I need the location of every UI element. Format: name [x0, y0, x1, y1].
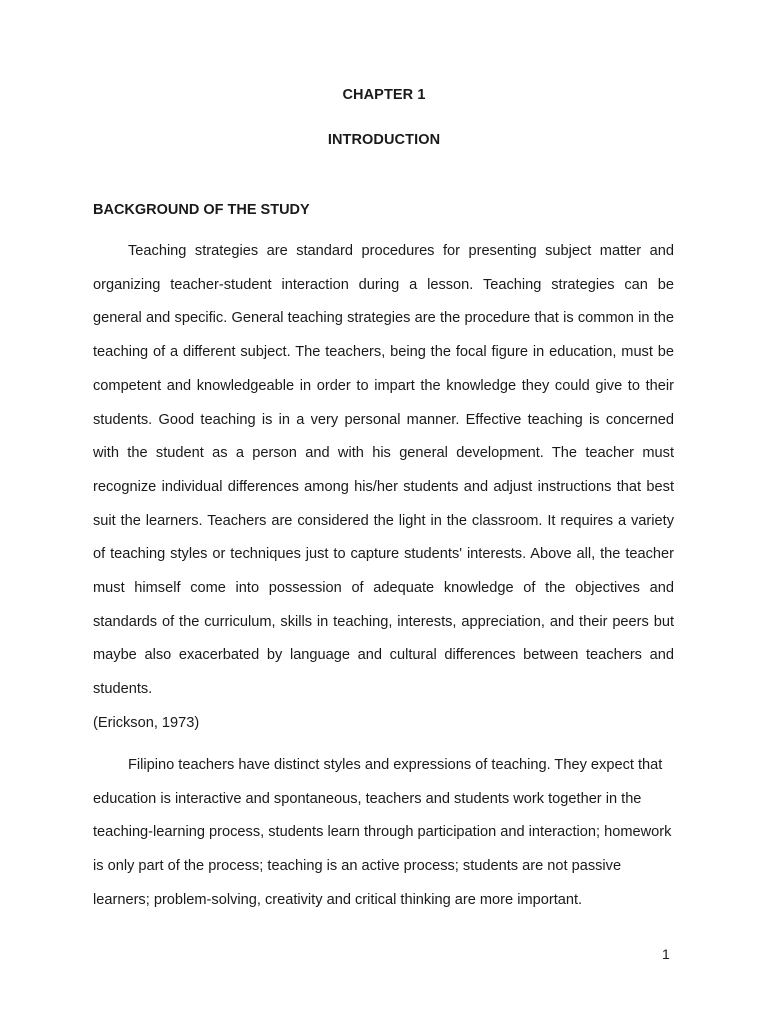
page-title: INTRODUCTION: [327, 132, 441, 148]
paragraph-filipino-teachers: Filipino teachers have distinct styles and expressions of teaching. They expect that education is interactive and spontaneous, teachers and students work together in the teaching-learning process, students learn through participation and interaction; homework is only part of the process; teaching is an active process; students are not passive learners; problem-solving, creativity and critical thinking are more important.: [93, 757, 672, 908]
section-heading: BACKGROUND OF THE STUDY: [93, 202, 310, 218]
chapter-label: CHAPTER 1: [342, 87, 426, 103]
paragraph-background: [93, 235, 674, 741]
page-number: 1: [662, 946, 670, 962]
paragraph-background-text: Teaching strategies are standard procedures for presenting subject matter and organizing teacher-student interaction during a lesson. Teaching strategies can be general and specific. General teaching strategies are the procedure that is common in the teaching of a different subject. The teachers, being the focal figure in education, must be competent and knowledgeable in order to impart the knowledge they could give to their students. Good teaching is in a very personal manner. Effective teaching is concerned with the student as a person and with his general development. The teacher must recognize individual differences among his/her students and adjust instructions that best suit the learners. Teachers are considered the light in the classroom. It requires a variety of teaching styles or techniques just to capture students' interests. Above all, the teacher must himself come into possession of adequate knowledge of the objectives and standards of the curriculum, skills in teaching, interests, appreciation, and their peers but maybe also exacerbated by language and cultural differences between teachers and students.: [93, 243, 674, 698]
paragraph-citation: (Erickson, 1973): [93, 714, 200, 731]
